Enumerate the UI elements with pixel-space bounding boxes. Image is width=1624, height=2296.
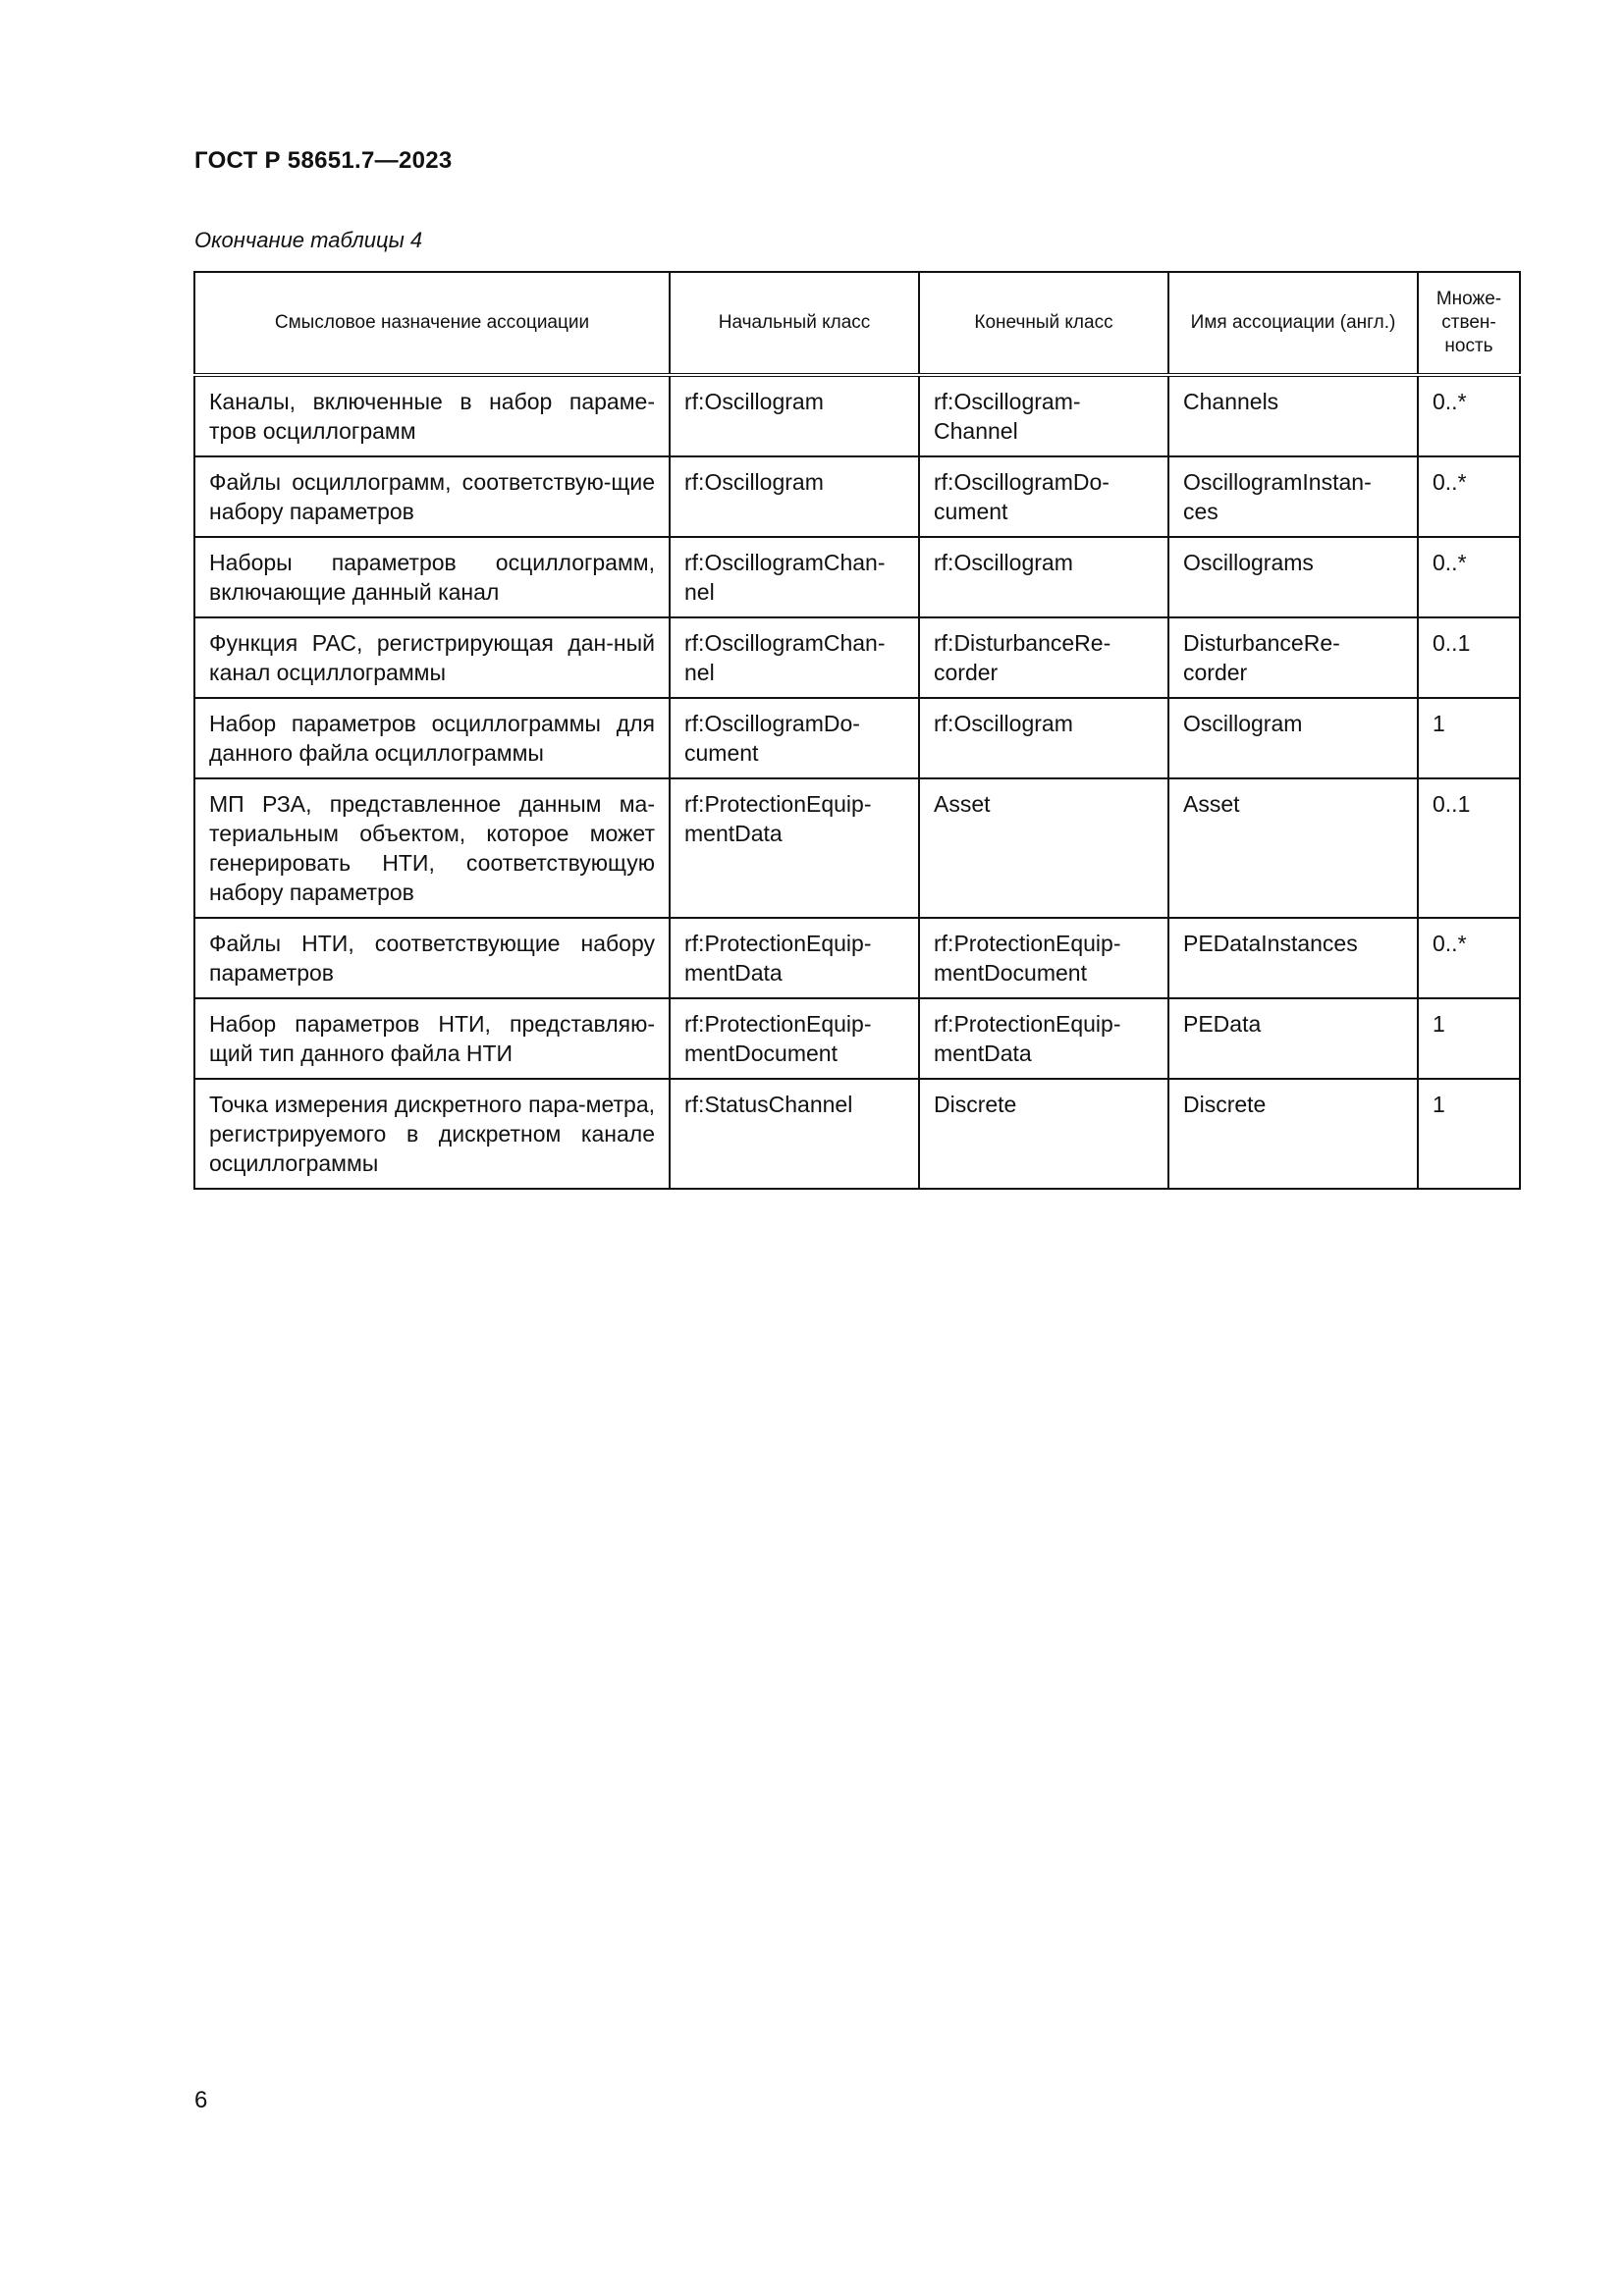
table-row [194,617,1520,698]
cell-start-class: rf:ProtectionEquip-mentData [670,778,919,918]
cell-purpose: Набор параметров осциллограммы для данного файла осциллограммы [194,698,670,778]
cell-start-class: rf:Oscillogram [670,456,919,537]
cell-multiplicity: 0..* [1418,918,1520,998]
table-row [194,778,1520,918]
column-header-start-class: Начальный класс [670,272,919,375]
cell-end-class: Asset [919,778,1168,918]
cell-end-class: rf:Oscillogram [919,698,1168,778]
table-row [194,1079,1520,1189]
cell-multiplicity: 0..1 [1418,778,1520,918]
cell-end-class: rf:ProtectionEquip-mentDocument [919,918,1168,998]
cell-purpose: Файлы НТИ, соответствующие набору параметров [194,918,670,998]
cell-multiplicity: 0..* [1418,375,1520,456]
cell-start-class: rf:ProtectionEquip-mentData [670,918,919,998]
cell-start-class: rf:OscillogramChan-nel [670,537,919,617]
cell-end-class: rf:Oscillogram-Channel [919,375,1168,456]
cell-start-class: rf:Oscillogram [670,375,919,456]
cell-multiplicity: 1 [1418,998,1520,1079]
cell-multiplicity: 1 [1418,698,1520,778]
cell-association-name: Channels [1168,375,1418,456]
table-row [194,456,1520,537]
cell-purpose: Функция РАС, регистрирующая дан-ный канал осциллограммы [194,617,670,698]
cell-end-class: rf:OscillogramDo-cument [919,456,1168,537]
cell-association-name: PEDataInstances [1168,918,1418,998]
cell-start-class: rf:OscillogramChan-nel [670,617,919,698]
cell-multiplicity: 1 [1418,1079,1520,1189]
table-row [194,918,1520,998]
cell-purpose: Файлы осциллограмм, соответствую-щие набору параметров [194,456,670,537]
cell-multiplicity: 0..* [1418,456,1520,537]
cell-purpose: Каналы, включенные в набор параме-тров осциллограмм [194,375,670,456]
cell-association-name: Discrete [1168,1079,1418,1189]
cell-association-name: DisturbanceRe-corder [1168,617,1418,698]
cell-end-class: Discrete [919,1079,1168,1189]
column-header-multiplicity: Множе-ствен-ность [1418,272,1520,375]
column-header-end-class: Конечный класс [919,272,1168,375]
table-caption: Окончание таблицы 4 [194,228,423,252]
cell-association-name: Oscillogram [1168,698,1418,778]
cell-association-name: Asset [1168,778,1418,918]
table-header-row [194,272,1520,375]
cell-purpose: Наборы параметров осциллограмм, включающие данный канал [194,537,670,617]
cell-purpose: Точка измерения дискретного пара-метра, регистрируемого в дискретном канале осциллограммы [194,1079,670,1189]
cell-start-class: rf:StatusChannel [670,1079,919,1189]
cell-start-class: rf:ProtectionEquip-mentDocument [670,998,919,1079]
cell-multiplicity: 0..* [1418,537,1520,617]
column-header-purpose: Смысловое назначение ассоциации [194,272,670,375]
document-header: ГОСТ Р 58651.7—2023 [194,147,453,174]
cell-end-class: rf:Oscillogram [919,537,1168,617]
cell-purpose: МП РЗА, представленное данным ма-териальным объектом, которое может генерировать НТИ, соответствующую набору параметров [194,778,670,918]
page-number: 6 [194,2087,208,2113]
cell-start-class: rf:OscillogramDo-cument [670,698,919,778]
table-row [194,998,1520,1079]
cell-association-name: PEData [1168,998,1418,1079]
column-header-association-name: Имя ассоциации (англ.) [1168,272,1418,375]
cell-end-class: rf:DisturbanceRe-corder [919,617,1168,698]
cell-association-name: OscillogramInstan-ces [1168,456,1418,537]
cell-multiplicity: 0..1 [1418,617,1520,698]
associations-table [193,271,1521,1190]
table-row [194,537,1520,617]
table-row [194,698,1520,778]
cell-association-name: Oscillograms [1168,537,1418,617]
cell-end-class: rf:ProtectionEquip-mentData [919,998,1168,1079]
table-row [194,375,1520,456]
cell-purpose: Набор параметров НТИ, представляю-щий тип данного файла НТИ [194,998,670,1079]
